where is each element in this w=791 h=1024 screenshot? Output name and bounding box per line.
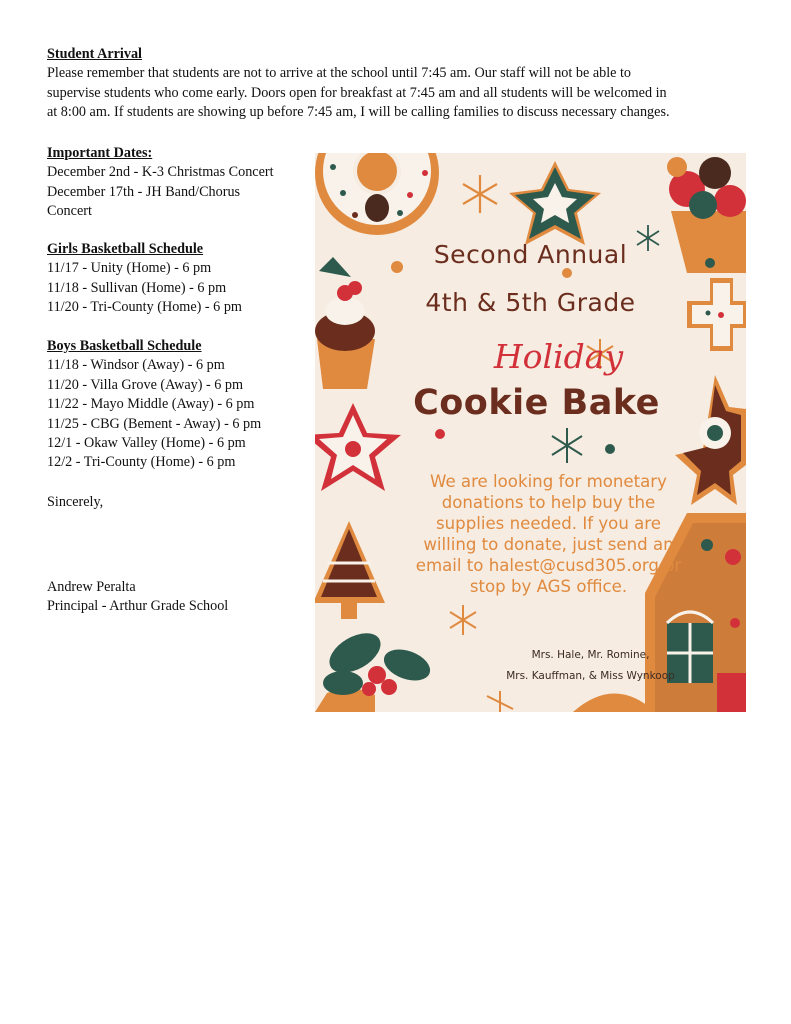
flyer-line-grades: 4th & 5th Grade: [425, 288, 636, 317]
signature-title: Principal - Arthur Grade School: [47, 598, 229, 615]
student-arrival-heading: Student Arrival: [47, 46, 142, 62]
date-line: December 2nd - K-3 Christmas Concert: [47, 164, 274, 181]
flyer-line-second-annual: Second Annual: [433, 240, 628, 269]
arrival-line: at 8:00 am. If students are showing up before 7:45 am, I will be calling families to discuss necessary changes.: [47, 104, 670, 121]
flyer-names-line: Mrs. Kauffman, & Miss Wynkoop: [506, 670, 675, 682]
game-line: 11/25 - CBG (Bement - Away) - 6 pm: [47, 415, 262, 432]
snowflake-icon: [487, 691, 513, 712]
flyer-holiday-title: Holiday: [493, 337, 624, 376]
flyer-body-line: supplies needed. If you are: [436, 514, 661, 533]
game-line: 12/2 - Tri-County (Home) - 6 pm: [47, 454, 236, 471]
flyer-teacher-names: [375, 645, 746, 687]
game-line: 11/20 - Tri-County (Home) - 6 pm: [47, 299, 242, 316]
girls-basketball-section: [47, 240, 242, 318]
girls-basketball-heading: Girls Basketball Schedule: [47, 241, 204, 257]
date-line: Concert: [47, 203, 92, 220]
flyer-body-line: willing to donate, just send an: [423, 535, 674, 554]
game-line: 11/20 - Villa Grove (Away) - 6 pm: [47, 376, 244, 393]
flyer-cookie-bake-title: Cookie Bake: [413, 383, 660, 423]
date-line: December 17th - JH Band/Chorus: [47, 183, 241, 200]
arrival-line: supervise students who come early. Doors open for breakfast at 7:45 am and all students will be welcomed in: [47, 84, 667, 101]
important-dates-section: [47, 144, 274, 222]
star-cookie-icon: [509, 161, 601, 245]
snowflake-icon: [463, 175, 497, 213]
boys-basketball-heading: Boys Basketball Schedule: [47, 338, 202, 354]
important-dates-heading: Important Dates:: [47, 145, 153, 161]
flyer-names-line: Mrs. Hale, Mr. Romine,: [531, 649, 650, 661]
flyer-illustrations: [315, 153, 746, 712]
arrival-line: Please remember that students are not to arrive at the school until 7:45 am. Our staff will not be able to: [47, 65, 632, 82]
snowflake-icon: [450, 605, 476, 635]
flyer-body-line: stop by AGS office.: [469, 577, 628, 596]
snowflake-icon: [552, 428, 582, 463]
student-arrival-section: [47, 45, 670, 123]
game-line: 11/22 - Mayo Middle (Away) - 6 pm: [47, 396, 255, 413]
donut-icon: [315, 153, 439, 235]
game-line: 12/1 - Okaw Valley (Home) - 6 pm: [47, 435, 246, 452]
game-line: 11/18 - Windsor (Away) - 6 pm: [47, 357, 225, 374]
signature-block: [47, 578, 228, 617]
flyer-body-line: email to halest@cusd305.org or: [415, 556, 682, 575]
flyer-body-line: donations to help buy the: [441, 493, 656, 512]
small-cookie-icon: [573, 694, 655, 713]
closing: Sincerely,: [47, 494, 104, 510]
game-line: 11/18 - Sullivan (Home) - 6 pm: [47, 279, 227, 296]
flyer-body-line: We are looking for monetary: [430, 472, 667, 491]
cookie-bake-flyer: [315, 153, 746, 712]
signature-name: Andrew Peralta: [47, 579, 136, 595]
boys-basketball-section: [47, 337, 261, 473]
flyer-body: [333, 471, 746, 597]
game-line: 11/17 - Unity (Home) - 6 pm: [47, 260, 212, 277]
